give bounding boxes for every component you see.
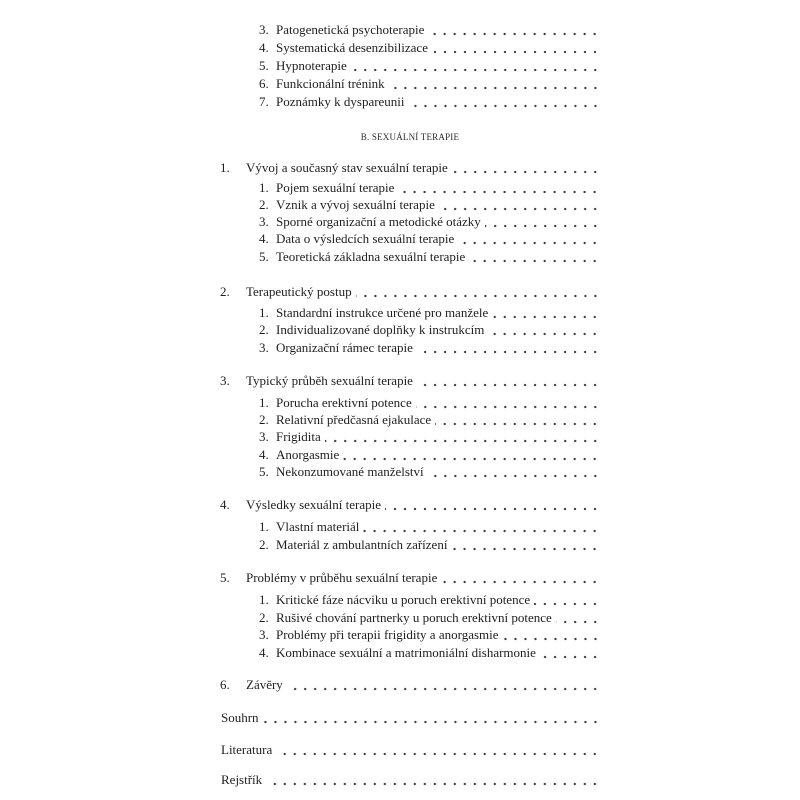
entry-number: 7.	[259, 94, 269, 109]
toc-entry	[259, 609, 600, 627]
dot-leader	[428, 463, 600, 481]
entry-title: Kombinace sexuální a matrimoniální disharmonie	[276, 645, 536, 660]
dot-leader	[276, 741, 600, 759]
dot-leader	[534, 591, 600, 609]
dot-leader	[452, 159, 600, 177]
entry-title: Poznámky k dyspareunii	[276, 94, 405, 109]
toc-entry	[259, 644, 600, 662]
entry-title: Systematická desenzibilizace	[276, 40, 428, 55]
dot-leader	[356, 283, 600, 301]
toc-entry	[259, 248, 600, 266]
dot-leader	[363, 518, 600, 536]
entry-title: Frigidita	[276, 429, 321, 444]
chapter-title: Terapeutický postup	[246, 284, 352, 299]
entry-title: Data o výsledcích sexuální terapie	[276, 231, 455, 246]
toc-chapter	[220, 496, 600, 514]
entry-title: Materiál z ambulantních zařízení	[276, 537, 448, 552]
entry-number: 2.	[259, 610, 269, 625]
entry-title: Hypnoterapie	[276, 58, 347, 73]
dot-leader	[417, 372, 600, 390]
toc-chapter	[220, 283, 600, 301]
dot-leader	[325, 428, 600, 446]
toc-entry	[259, 213, 600, 231]
chapter-title: Typický průběh sexuální terapie	[246, 373, 413, 388]
toc-entry	[259, 536, 600, 554]
entry-number: 1.	[259, 519, 269, 534]
dot-leader	[540, 644, 600, 662]
entry-title: Vlastní materiál	[276, 519, 360, 534]
dot-leader	[488, 321, 600, 339]
toc-entry	[259, 626, 600, 644]
chapter-title: Závěry	[246, 677, 283, 692]
entry-title: Funkcionální trénink	[276, 76, 385, 91]
toc-back-matter-entry	[221, 771, 600, 789]
entry-number: 3.	[259, 627, 269, 642]
toc-back-matter-entry	[221, 741, 600, 759]
entry-title: Sporné organizační a metodické otázky	[276, 214, 481, 229]
entry-number: 5.	[259, 464, 269, 479]
toc-entry	[259, 446, 600, 464]
toc-entry	[259, 321, 600, 339]
toc-entry	[259, 75, 600, 93]
entry-title: Kritické fáze nácviku u poruch erektivní potence	[276, 592, 531, 607]
entry-title: Nekonzumované manželství	[276, 464, 424, 479]
dot-leader	[435, 411, 600, 429]
toc-entry	[259, 394, 600, 412]
chapter-title: Vývoj a současný stav sexuální terapie	[246, 160, 448, 175]
entry-number: 4.	[259, 447, 269, 462]
entry-number: 2.	[259, 412, 269, 427]
entry-number: 1.	[259, 592, 269, 607]
dot-leader	[266, 771, 600, 789]
entry-title: Problémy při terapii frigidity a anorgasmie	[276, 627, 499, 642]
chapter-number: 6.	[220, 677, 230, 692]
toc-entry	[259, 339, 600, 357]
dot-leader	[389, 75, 600, 93]
entry-number: 3.	[259, 214, 269, 229]
dot-leader	[485, 213, 600, 231]
entry-number: 1.	[259, 305, 269, 320]
chapter-number: 1.	[220, 160, 230, 175]
toc-entry	[259, 93, 600, 111]
entry-title: Organizační rámec terapie	[276, 340, 413, 355]
toc-chapter	[220, 569, 600, 587]
entry-title: Pojem sexuální terapie	[276, 180, 395, 195]
entry-number: 3.	[259, 429, 269, 444]
chapter-number: 2.	[220, 284, 230, 299]
entry-number: 1.	[259, 180, 269, 195]
toc-entry	[259, 428, 600, 446]
toc-entry	[259, 57, 600, 75]
toc-entry	[259, 179, 600, 197]
entry-title: Anorgasmie	[276, 447, 340, 462]
dot-leader	[263, 709, 600, 727]
entry-number: 2.	[259, 322, 269, 337]
entry-number: 5.	[259, 58, 269, 73]
entry-number: 2.	[259, 197, 269, 212]
entry-title: Rušivé chování partnerky u poruch erektivní potence	[276, 610, 552, 625]
entry-title: Teoretická základna sexuální terapie	[276, 249, 466, 264]
dot-leader	[469, 248, 600, 266]
dot-leader	[503, 626, 600, 644]
toc-entry	[259, 518, 600, 536]
toc-entry	[259, 196, 600, 214]
part-heading: B. SEXUÁLNÍ TERAPIE	[360, 132, 460, 142]
entry-number: 4.	[259, 231, 269, 246]
dot-leader	[441, 569, 600, 587]
chapter-number: 3.	[220, 373, 230, 388]
entry-title: Rejstřík	[221, 772, 263, 787]
toc-entry	[259, 39, 600, 57]
dot-leader	[556, 609, 600, 627]
dot-leader	[417, 339, 600, 357]
entry-number: 5.	[259, 249, 269, 264]
toc-chapter	[220, 159, 600, 177]
entry-title: Literatura	[221, 742, 273, 757]
entry-number: 6.	[259, 76, 269, 91]
entry-number: 4.	[259, 645, 269, 660]
entry-title: Porucha erektivní potence	[276, 395, 412, 410]
dot-leader	[351, 57, 600, 75]
dot-leader	[416, 394, 600, 412]
entry-number: 3.	[259, 22, 269, 37]
entry-number: 3.	[259, 340, 269, 355]
dot-leader	[428, 21, 600, 39]
entry-title: Standardní instrukce určené pro manžele	[276, 305, 489, 320]
toc-entry	[259, 304, 600, 322]
chapter-number: 4.	[220, 497, 230, 512]
entry-title: Individualizované doplňky k instrukcím	[276, 322, 485, 337]
toc-back-matter-entry	[221, 709, 600, 727]
dot-leader	[458, 230, 600, 248]
entry-title: Vznik a vývoj sexuální terapie	[276, 197, 435, 212]
toc-chapter	[220, 676, 600, 694]
dot-leader	[385, 496, 600, 514]
entry-number: 1.	[259, 395, 269, 410]
chapter-title: Výsledky sexuální terapie	[246, 497, 382, 512]
dot-leader	[451, 536, 600, 554]
toc-chapter	[220, 372, 600, 390]
chapter-number: 5.	[220, 570, 230, 585]
dot-leader	[287, 676, 600, 694]
toc-entry	[259, 21, 600, 39]
chapter-title: Problémy v průběhu sexuální terapie	[246, 570, 438, 585]
dot-leader	[432, 39, 600, 57]
dot-leader	[398, 179, 600, 197]
dot-leader	[492, 304, 600, 322]
toc-entry	[259, 230, 600, 248]
entry-title: Patogenetická psychoterapie	[276, 22, 425, 37]
toc-entry	[259, 411, 600, 429]
toc-entry	[259, 463, 600, 481]
toc-entry	[259, 591, 600, 609]
dot-leader	[439, 196, 600, 214]
entry-title: Relativní předčasná ejakulace	[276, 412, 432, 427]
entry-number: 4.	[259, 40, 269, 55]
dot-leader	[409, 93, 600, 111]
dot-leader	[343, 446, 600, 464]
entry-title: Souhrn	[221, 710, 259, 725]
entry-number: 2.	[259, 537, 269, 552]
